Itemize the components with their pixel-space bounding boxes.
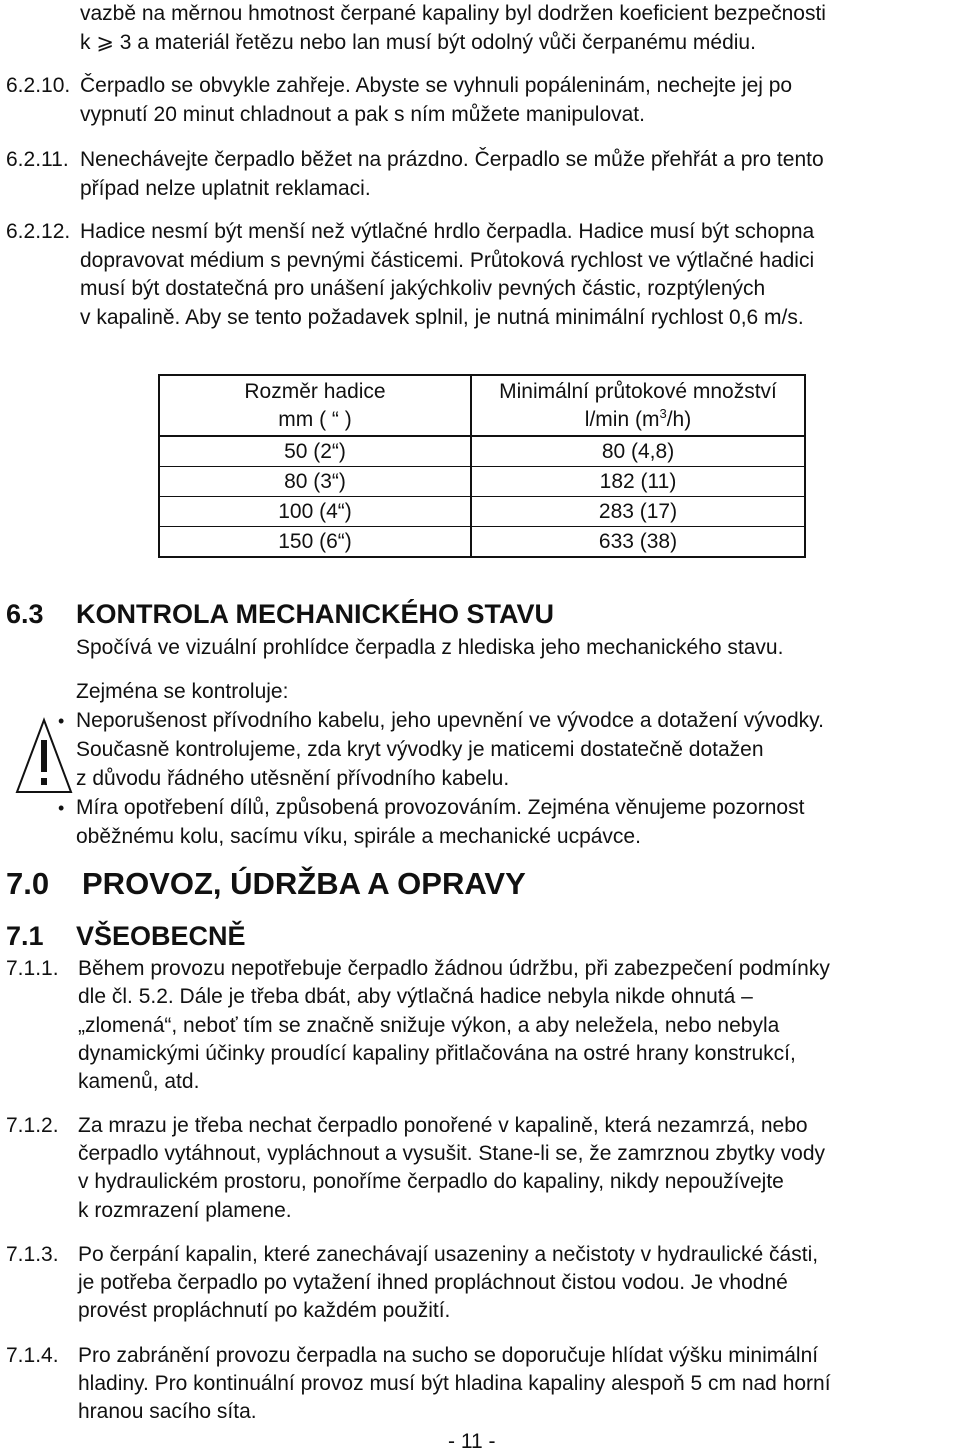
bullet-line: Neporušenost přívodního kabelu, jeho upevnění ve vývodce a dotažení vývodky. [76, 709, 824, 732]
bullet-line: Současně kontrolujeme, zda kryt vývodky je maticemi dostatečně dotažen [76, 738, 764, 761]
bullet-line: z důvodu řádného utěsnění přívodního kabelu. [76, 767, 510, 790]
item-number-7-1-2: 7.1.2. [6, 1114, 59, 1137]
min-flow-unit-a: l/min (m [584, 408, 660, 431]
bullet-marker: • [58, 798, 65, 818]
checklist-lead: Zejména se kontroluje: [76, 680, 289, 703]
section-intro: Spočívá ve vizuální prohlídce čerpadla z hlediska jeho mechanického stavu. [76, 636, 784, 659]
table-cell: 182 (11) [471, 467, 805, 497]
paragraph-line: Během provozu nepotřebuje čerpadlo žádnou údržbu, při zabezpečení podmínky [78, 957, 830, 980]
paragraph-line: je potřeba čerpadlo po vytažení ihned propláchnout čistou vodou. Je vhodné [78, 1271, 788, 1294]
paragraph-line: v kapalině. Aby se tento požadavek splnil, je nutná minimální rychlost 0,6 m/s. [80, 306, 804, 329]
min-flow-unit-sup: 3 [659, 406, 667, 421]
section-title-7-0: PROVOZ, ÚDRŽBA A OPRAVY [82, 866, 526, 901]
table-row [159, 467, 805, 497]
paragraph-line: Nenechávejte čerpadlo běžet na prázdno. Čerpadlo se může přehřát a pro tento [80, 148, 824, 171]
item-number-7-1-4: 7.1.4. [6, 1344, 59, 1367]
hose-flow-table [158, 374, 806, 558]
paragraph-line: případ nelze uplatnit reklamaci. [80, 177, 371, 200]
paragraph-line: dle čl. 5.2. Dále je třeba dbát, aby výtlačná hadice nebyla nikde ohnutá – [78, 985, 753, 1008]
item-number-6-2-11: 6.2.11. [6, 148, 69, 171]
table-header-cell [159, 375, 471, 436]
min-flow-unit-b: /h) [666, 408, 692, 431]
hose-size-unit: mm ( “ ) [278, 408, 352, 431]
paragraph-line: dynamickými účinky proudící kapaliny přitlačována na ostré hrany konstrukcí, [78, 1042, 796, 1065]
hose-size-header: Rozměr hadice [244, 380, 386, 403]
table-cell: 100 (4“) [159, 497, 471, 527]
section-number-7-1: 7.1 [6, 921, 44, 951]
paragraph-line: k rozmrazení plamene. [78, 1199, 292, 1222]
bullet-marker: • [58, 711, 65, 731]
paragraph-line: v hydraulickém prostoru, ponoříme čerpadlo do kapaliny, nikdy nepoužívejte [78, 1170, 784, 1193]
paragraph-line: hranou sacího síta. [78, 1400, 257, 1423]
table-header-row [159, 375, 805, 436]
item-number-7-1-1: 7.1.1. [6, 957, 59, 980]
table-cell: 633 (38) [598, 530, 678, 553]
paragraph-line: provést propláchnutí po každém použití. [78, 1299, 451, 1322]
paragraph-line: hladiny. Pro kontinuální provoz musí být hladina kapaliny alespoň 5 cm nad horní [78, 1372, 831, 1395]
paragraph-line: musí být dostatečná pro unášení jakýchkoliv pevných částic, rozptýlených [80, 277, 766, 300]
item-number-7-1-3: 7.1.3. [6, 1243, 59, 1266]
table-cell: 283 (17) [471, 497, 805, 527]
paragraph-line: Hadice nesmí být menší než výtlačné hrdlo čerpadla. Hadice musí být schopna [80, 220, 815, 243]
paragraph-line: vypnutí 20 minut chladnout a pak s ním můžete manipulovat. [80, 103, 645, 126]
table-cell: 50 (2“) [159, 436, 471, 467]
item-number-6-2-10: 6.2.10. [6, 74, 71, 97]
table-cell: 80 (4,8) [471, 436, 805, 467]
paragraph-line: vazbě na měrnou hmotnost čerpané kapaliny byl dodržen koeficient bezpečnosti [80, 2, 826, 25]
paragraph-line: „zlomená“, neboť tím se značně snižuje výkon, a aby neležela, nebo nebyla [78, 1014, 780, 1037]
paragraph-line: Čerpadlo se obvykle zahřeje. Abyste se vyhnuli popáleninám, nechejte jej po [80, 74, 793, 97]
section-title-6-3: KONTROLA MECHANICKÉHO STAVU [76, 599, 554, 629]
item-number-6-2-12: 6.2.12. [6, 220, 71, 243]
paragraph-line: kamenů, atd. [78, 1070, 200, 1093]
paragraph-line: k ⩾ 3 a materiál řetězu nebo lan musí být odolný vůči čerpanému médiu. [80, 31, 756, 54]
table-cell: 80 (3“) [159, 467, 471, 497]
table-row [159, 436, 805, 467]
section-number-6-3: 6.3 [6, 599, 44, 629]
section-number-7-0: 7.0 [6, 866, 50, 901]
page-number: - 11 - [448, 1430, 496, 1453]
paragraph-line: dopravovat médium s pevnými částicemi. Průtoková rychlost ve výtlačné hadici [80, 249, 815, 272]
section-title-7-1: VŠEOBECNĚ [76, 921, 246, 951]
table-row [159, 527, 805, 558]
paragraph-line: Za mrazu je třeba nechat čerpadlo ponořené v kapalině, která nezamrzá, nebo [78, 1114, 808, 1137]
table-cell: 150 (6“) [159, 527, 471, 558]
paragraph-line: čerpadlo vytáhnout, vypláchnout a vysušit. Stane-li se, že zamrznou zbytky vody [78, 1142, 826, 1165]
min-flow-header: Minimální průtokové množství [499, 380, 777, 403]
paragraph-line: Po čerpání kapalin, které zanechávají usazeniny a nečistoty v hydraulické části, [78, 1243, 819, 1266]
warning-triangle-icon [14, 716, 74, 796]
table-header-cell [471, 375, 805, 436]
table-row [159, 497, 805, 527]
paragraph-line: Pro zabránění provozu čerpadla na sucho se doporučuje hlídat výšku minimální [78, 1344, 819, 1367]
bullet-line: oběžnému kolu, sacímu víku, spirále a mechanické ucpávce. [76, 825, 641, 848]
bullet-line: Míra opotřebení dílů, způsobená provozováním. Zejména věnujeme pozornost [76, 796, 805, 819]
